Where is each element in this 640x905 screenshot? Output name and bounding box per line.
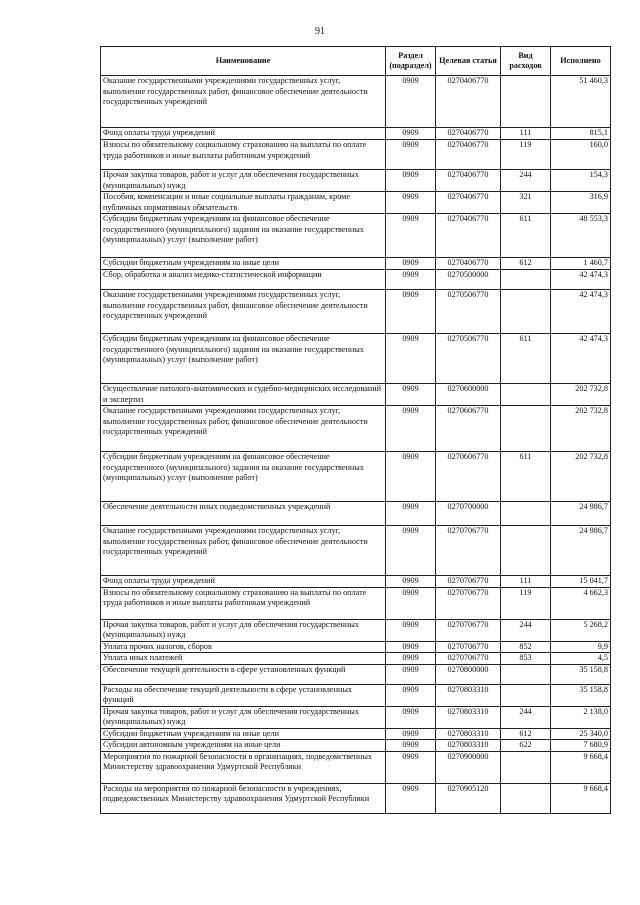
table-row xyxy=(101,384,611,406)
cell-name: Субсидии бюджетным учреждениям на иные цели xyxy=(101,258,386,270)
cell-kind xyxy=(501,783,551,813)
cell-done: 4 662,3 xyxy=(551,587,611,619)
cell-section: 0909 xyxy=(386,140,436,170)
cell-target: 0270800000 xyxy=(436,664,501,684)
table-row xyxy=(101,587,611,619)
cell-kind xyxy=(501,270,551,290)
cell-name: Обеспечение деятельности иных подведомственных учреждений xyxy=(101,502,386,526)
cell-kind: 611 xyxy=(501,334,551,384)
cell-done: 48 553,3 xyxy=(551,214,611,258)
table-row xyxy=(101,406,611,452)
cell-done: 35 158,8 xyxy=(551,664,611,684)
cell-target: 0270803310 xyxy=(436,706,501,728)
cell-target: 0270706770 xyxy=(436,526,501,576)
cell-name: Оказание государственными учреждениями государственных услуг, выполнение государственных работ, финансовое обеспечение деятельности государственных учреждений xyxy=(101,526,386,576)
cell-section: 0909 xyxy=(386,170,436,192)
table-row xyxy=(101,783,611,813)
cell-done: 9 668,4 xyxy=(551,751,611,783)
cell-name: Обеспечение текущей деятельности в сфере установленных функций xyxy=(101,664,386,684)
header-done: Исполнено xyxy=(551,47,611,76)
cell-name: Оказание государственными учреждениями государственных услуг, выполнение государственных работ, финансовое обеспечение деятельности государственных учреждений xyxy=(101,76,386,128)
table-row xyxy=(101,502,611,526)
cell-done: 154,3 xyxy=(551,170,611,192)
cell-target: 0270500000 xyxy=(436,270,501,290)
table-row xyxy=(101,214,611,258)
cell-target: 0270406770 xyxy=(436,128,501,140)
cell-target: 0270900000 xyxy=(436,751,501,783)
table-row xyxy=(101,192,611,214)
cell-target: 0270506770 xyxy=(436,334,501,384)
cell-kind: 622 xyxy=(501,740,551,752)
cell-section: 0909 xyxy=(386,706,436,728)
cell-section: 0909 xyxy=(386,587,436,619)
table-row xyxy=(101,576,611,588)
table-row xyxy=(101,170,611,192)
cell-target: 0270406770 xyxy=(436,258,501,270)
header-kind: Вид расходов xyxy=(501,47,551,76)
cell-name: Мероприятия по пожарной безопасности в организациях, подведомственных Министерству здравоохранения Удмуртской Республики xyxy=(101,751,386,783)
cell-name: Сбор, обработка и анализ медико-статистической информации xyxy=(101,270,386,290)
table-row xyxy=(101,270,611,290)
cell-done: 42 474,3 xyxy=(551,290,611,334)
cell-target: 0270706770 xyxy=(436,653,501,665)
cell-done: 202 732,8 xyxy=(551,452,611,502)
cell-name: Расходы на мероприятия по пожарной безопасности в учреждениях, подведомственных Министерству здравоохранения Удмуртской Республики xyxy=(101,783,386,813)
cell-section: 0909 xyxy=(386,76,436,128)
cell-kind: 119 xyxy=(501,140,551,170)
cell-kind: 119 xyxy=(501,587,551,619)
cell-name: Прочая закупка товаров, работ и услуг для обеспечения государственных (муниципальных) нужд xyxy=(101,706,386,728)
cell-done: 24 986,7 xyxy=(551,526,611,576)
cell-kind: 852 xyxy=(501,641,551,653)
cell-done: 1 460,7 xyxy=(551,258,611,270)
table-row xyxy=(101,290,611,334)
cell-name: Осуществление патолого-анатомических и судебно-медицинских исследований и экспертиз xyxy=(101,384,386,406)
expenditure-table xyxy=(100,46,611,814)
cell-section: 0909 xyxy=(386,728,436,740)
table-row xyxy=(101,140,611,170)
table-row xyxy=(101,526,611,576)
cell-target: 0270606770 xyxy=(436,406,501,452)
cell-done: 815,1 xyxy=(551,128,611,140)
cell-target: 0270803310 xyxy=(436,684,501,706)
cell-section: 0909 xyxy=(386,258,436,270)
table-row xyxy=(101,728,611,740)
cell-name: Уплата иных платежей xyxy=(101,653,386,665)
cell-done: 7 680,9 xyxy=(551,740,611,752)
cell-target: 0270406770 xyxy=(436,76,501,128)
cell-target: 0270803310 xyxy=(436,728,501,740)
cell-target: 0270706770 xyxy=(436,641,501,653)
cell-done: 35 158,8 xyxy=(551,684,611,706)
cell-section: 0909 xyxy=(386,576,436,588)
table-row xyxy=(101,452,611,502)
table-row xyxy=(101,76,611,128)
cell-name: Субсидии бюджетным учреждениям на финансовое обеспечение государственного (муниципального) задания на оказание государственных (муниципальных) услуг (выполнение работ) xyxy=(101,214,386,258)
cell-section: 0909 xyxy=(386,452,436,502)
header-target: Целевая статья xyxy=(436,47,501,76)
page-number: 91 xyxy=(315,26,325,37)
cell-done: 2 138,0 xyxy=(551,706,611,728)
cell-section: 0909 xyxy=(386,214,436,258)
cell-target: 0270406770 xyxy=(436,192,501,214)
table-row xyxy=(101,684,611,706)
cell-target: 0270406770 xyxy=(436,170,501,192)
cell-section: 0909 xyxy=(386,406,436,452)
cell-target: 0270706770 xyxy=(436,619,501,641)
cell-target: 0270700000 xyxy=(436,502,501,526)
cell-name: Субсидии бюджетным учреждениям на финансовое обеспечение государственного (муниципального) задания на оказание государственных (муниципальных) услуг (выполнение работ) xyxy=(101,452,386,502)
cell-kind: 111 xyxy=(501,576,551,588)
cell-done: 202 732,8 xyxy=(551,406,611,452)
cell-done: 316,9 xyxy=(551,192,611,214)
cell-done: 9,9 xyxy=(551,641,611,653)
cell-section: 0909 xyxy=(386,740,436,752)
header-section: Раздел (подраздел) xyxy=(386,47,436,76)
cell-kind xyxy=(501,384,551,406)
cell-section: 0909 xyxy=(386,502,436,526)
cell-target: 0270706770 xyxy=(436,587,501,619)
cell-target: 0270905120 xyxy=(436,783,501,813)
cell-kind xyxy=(501,684,551,706)
header-name: Наименование xyxy=(101,47,386,76)
table-row xyxy=(101,664,611,684)
cell-target: 0270706770 xyxy=(436,576,501,588)
cell-section: 0909 xyxy=(386,751,436,783)
cell-target: 0270506770 xyxy=(436,290,501,334)
cell-kind xyxy=(501,406,551,452)
cell-target: 0270600000 xyxy=(436,384,501,406)
cell-section: 0909 xyxy=(386,290,436,334)
cell-name: Фонд оплаты труда учреждений xyxy=(101,576,386,588)
cell-done: 4,5 xyxy=(551,653,611,665)
cell-section: 0909 xyxy=(386,270,436,290)
cell-kind: 244 xyxy=(501,619,551,641)
table-row xyxy=(101,653,611,665)
table-row xyxy=(101,258,611,270)
cell-kind: 321 xyxy=(501,192,551,214)
cell-target: 0270606770 xyxy=(436,452,501,502)
table-row xyxy=(101,740,611,752)
cell-section: 0909 xyxy=(386,334,436,384)
cell-kind: 853 xyxy=(501,653,551,665)
cell-kind xyxy=(501,664,551,684)
table-row xyxy=(101,334,611,384)
cell-done: 160,0 xyxy=(551,140,611,170)
cell-name: Субсидии бюджетным учреждениям на финансовое обеспечение государственного (муниципального) задания на оказание государственных (муниципальных) услуг (выполнение работ) xyxy=(101,334,386,384)
cell-section: 0909 xyxy=(386,783,436,813)
cell-kind xyxy=(501,751,551,783)
table-header-row xyxy=(101,47,611,76)
cell-section: 0909 xyxy=(386,192,436,214)
cell-name: Пособия, компенсации и иные социальные выплаты гражданам, кроме публичных нормативных обязательств xyxy=(101,192,386,214)
table-row xyxy=(101,706,611,728)
cell-name: Оказание государственными учреждениями государственных услуг, выполнение государственных работ, финансовое обеспечение деятельности государственных учреждений xyxy=(101,290,386,334)
cell-name: Субсидии автономным учреждениям на иные цели xyxy=(101,740,386,752)
cell-section: 0909 xyxy=(386,384,436,406)
cell-name: Оказание государственными учреждениями государственных услуг, выполнение государственных работ, финансовое обеспечение деятельности государственных учреждений xyxy=(101,406,386,452)
cell-target: 0270803310 xyxy=(436,740,501,752)
cell-section: 0909 xyxy=(386,619,436,641)
cell-kind: 244 xyxy=(501,706,551,728)
cell-section: 0909 xyxy=(386,641,436,653)
cell-name: Уплата прочих налогов, сборов xyxy=(101,641,386,653)
cell-done: 25 340,0 xyxy=(551,728,611,740)
table-row xyxy=(101,619,611,641)
cell-name: Взносы по обязательному социальному страхованию на выплаты по оплате труда работников и иные выплаты работникам учреждений xyxy=(101,140,386,170)
cell-kind xyxy=(501,76,551,128)
cell-done: 202 732,8 xyxy=(551,384,611,406)
cell-done: 42 474,3 xyxy=(551,270,611,290)
cell-done: 15 041,7 xyxy=(551,576,611,588)
cell-name: Прочая закупка товаров, работ и услуг для обеспечения государственных (муниципальных) нужд xyxy=(101,619,386,641)
cell-done: 24 986,7 xyxy=(551,502,611,526)
cell-section: 0909 xyxy=(386,664,436,684)
cell-done: 51 460,3 xyxy=(551,76,611,128)
cell-kind xyxy=(501,526,551,576)
cell-section: 0909 xyxy=(386,653,436,665)
cell-done: 9 668,4 xyxy=(551,783,611,813)
cell-kind: 612 xyxy=(501,728,551,740)
cell-name: Расходы на обеспечение текущей деятельности в сфере установленных функций xyxy=(101,684,386,706)
cell-done: 5 268,2 xyxy=(551,619,611,641)
cell-kind xyxy=(501,290,551,334)
cell-section: 0909 xyxy=(386,128,436,140)
cell-kind: 111 xyxy=(501,128,551,140)
cell-kind: 244 xyxy=(501,170,551,192)
cell-section: 0909 xyxy=(386,526,436,576)
cell-name: Прочая закупка товаров, работ и услуг для обеспечения государственных (муниципальных) нужд xyxy=(101,170,386,192)
cell-kind xyxy=(501,502,551,526)
cell-kind: 611 xyxy=(501,452,551,502)
cell-name: Взносы по обязательному социальному страхованию на выплаты по оплате труда работников и иные выплаты работникам учреждений xyxy=(101,587,386,619)
cell-kind: 612 xyxy=(501,258,551,270)
cell-done: 42 474,3 xyxy=(551,334,611,384)
cell-target: 0270406770 xyxy=(436,214,501,258)
cell-section: 0909 xyxy=(386,684,436,706)
cell-name: Фонд оплаты труда учреждений xyxy=(101,128,386,140)
table-row xyxy=(101,751,611,783)
cell-target: 0270406770 xyxy=(436,140,501,170)
cell-kind: 611 xyxy=(501,214,551,258)
table-row xyxy=(101,641,611,653)
cell-name: Субсидии бюджетным учреждениям на иные цели xyxy=(101,728,386,740)
table-row xyxy=(101,128,611,140)
